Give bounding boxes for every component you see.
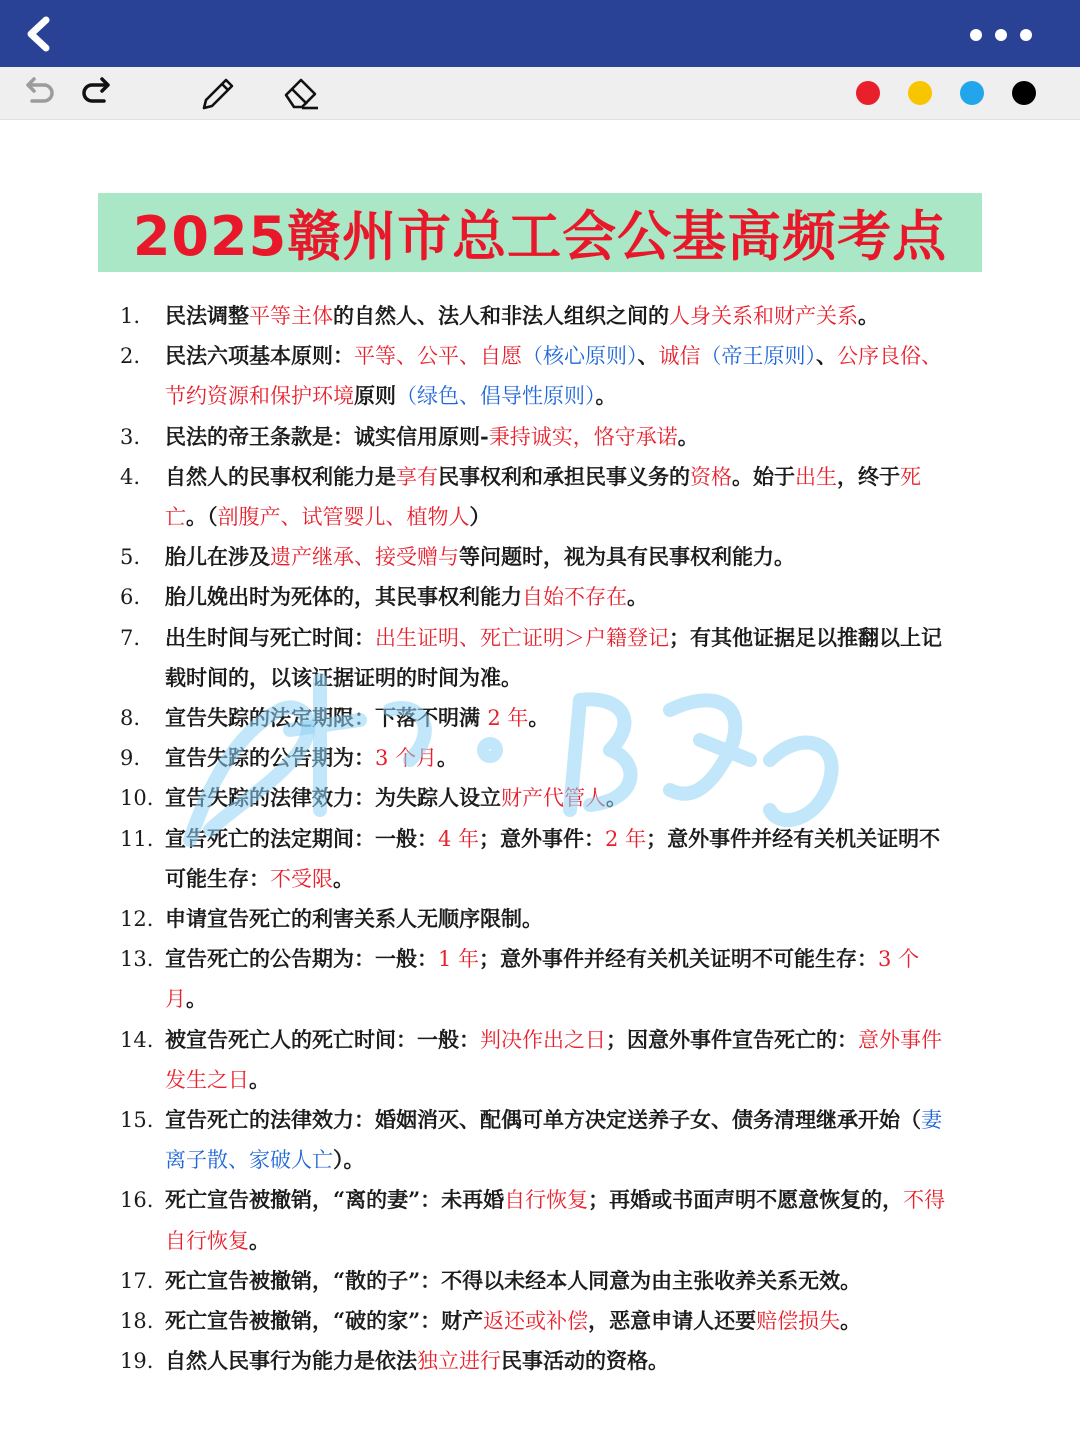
highlight-red-text: 死亡: [165, 464, 921, 530]
list-item: [120, 417, 960, 457]
list-item: [120, 618, 960, 698]
item-text: 死亡宣告被撤销，“破的家”：财产: [165, 1308, 484, 1334]
item-text: 宣告死亡的法定期间：一般：: [165, 825, 438, 851]
highlight-blue-text: （绿色、倡导性原则）: [396, 384, 596, 409]
item-text: 。: [249, 1227, 270, 1253]
item-text: ，恶意申请人还要: [588, 1308, 757, 1334]
highlight-red-text: 遗产继承、接受赠与: [270, 545, 459, 570]
list-item: [120, 1180, 960, 1260]
list-item: [120, 457, 960, 537]
item-text: ）: [469, 504, 491, 530]
more-options-icon[interactable]: [970, 22, 1040, 48]
item-text: ；再婚或书面声明不愿意恢复的，: [588, 1187, 904, 1213]
highlight-red-text: 3 个月: [165, 947, 920, 1012]
highlight-red-text: 财产代管人: [501, 786, 606, 811]
item-number: 19.: [120, 1349, 154, 1374]
item-text: 宣告失踪的公告期为：: [165, 745, 375, 771]
item-text: ；意外事件并经有关机关证明不可能生存：: [479, 946, 879, 972]
item-text: ，终于: [837, 463, 900, 489]
page-title: 2025赣州市总工会公基高频考点: [132, 205, 948, 268]
highlight-red-text: 2 年: [487, 706, 529, 731]
highlight-red-text: 诚信: [658, 344, 701, 369]
title-banner: [98, 193, 982, 272]
item-number: 12.: [120, 907, 154, 932]
highlight-red-text: 3 个月: [375, 746, 438, 771]
item-text: 民事权利和承担民事义务的: [438, 463, 690, 489]
list-item: [120, 698, 960, 738]
list-item: [120, 1301, 960, 1341]
highlight-red-text: 享有: [396, 464, 438, 489]
item-number: 6.: [120, 585, 141, 610]
item-text: ；有其他证据足以推翻以上记载时间的，以该证据证明的时间为准。: [165, 624, 942, 690]
color-yellow-swatch[interactable]: [908, 81, 932, 105]
item-text: 宣告失踪的法定期限：下落不明满: [165, 705, 488, 731]
item-text: ）。: [333, 1147, 365, 1173]
item-text: 。始于: [732, 463, 795, 489]
list-item: [120, 336, 960, 416]
back-chevron-icon[interactable]: [20, 14, 60, 54]
item-text: 宣告死亡的法律效力：婚姻消灭、配偶可单方决定送养子女、债务清理继承开始（: [165, 1107, 921, 1133]
highlight-red-text: 公序良俗、节约资源和保护环境: [165, 344, 942, 409]
item-number: 10.: [120, 786, 154, 811]
top-app-bar: [0, 0, 1080, 67]
item-text: 自然人的民事权利能力是: [165, 463, 396, 489]
pencil-icon[interactable]: [198, 75, 236, 111]
list-item: [120, 1341, 960, 1381]
highlight-blue-text: （帝王原则）: [700, 344, 816, 369]
list-item: [120, 296, 960, 336]
highlight-blue-text: 妻离子散、家破人亡: [165, 1108, 942, 1173]
list-item: [120, 778, 960, 818]
highlight-red-text: 判决作出之日: [480, 1027, 606, 1052]
item-number: 17.: [120, 1268, 154, 1293]
item-number: 7.: [120, 625, 141, 650]
item-text: 死亡宣告被撤销，“散的子”：不得以未经本人同意为由主张收养关系无效。: [165, 1267, 862, 1293]
list-item: [120, 577, 960, 617]
highlight-red-text: 返还或补偿: [483, 1309, 589, 1334]
item-text: 、: [816, 343, 837, 369]
list-item: [120, 537, 960, 577]
item-text: 的自然人、法人和非法人组织之间的: [333, 303, 669, 328]
list-item: [120, 899, 960, 939]
list-item: [120, 1020, 960, 1100]
color-blue-swatch[interactable]: [960, 81, 984, 105]
item-text: 。: [333, 865, 354, 891]
item-text: ；意外事件并经有关机关证明不可能生存：: [165, 825, 941, 891]
item-number: 15.: [120, 1108, 154, 1133]
highlight-red-text: 出生: [795, 464, 837, 489]
item-text: 民法的帝王条款是：诚实信用原则-: [165, 423, 489, 449]
item-text: 申请宣告死亡的利害关系人无顺序限制。: [165, 906, 543, 932]
item-text: 。: [528, 705, 550, 731]
highlight-blue-text: （核心原则）: [522, 344, 638, 369]
item-text: 宣告失踪的法律效力：为失踪人设立: [165, 785, 501, 811]
item-text: 民法六项基本原则：: [165, 343, 354, 369]
annotation-toolbar: [0, 67, 1080, 120]
highlight-red-text: 意外事件发生之日: [165, 1027, 942, 1092]
item-text: 胎儿娩出时为死体的，其民事权利能力: [165, 584, 522, 610]
highlight-red-text: 2 年: [605, 826, 647, 851]
item-number: 9.: [120, 746, 141, 771]
item-text: ；意外事件：: [479, 825, 606, 851]
highlight-red-text: 资格: [690, 464, 732, 489]
item-text: 胎儿在涉及: [165, 544, 270, 570]
item-number: 18.: [120, 1309, 154, 1334]
list-item: [120, 939, 960, 1019]
highlight-red-text: 不受限: [270, 866, 333, 891]
list-item: [120, 1100, 960, 1180]
item-text: 。: [627, 584, 648, 610]
highlight-red-text: 剖腹产、试管婴儿、植物人: [217, 505, 470, 530]
item-number: 2.: [120, 344, 141, 369]
item-number: 11.: [120, 826, 154, 851]
item-text: 。: [249, 1066, 270, 1092]
item-number: 16.: [120, 1188, 154, 1213]
highlight-red-text: 1 年: [438, 947, 480, 972]
list-item: [120, 819, 960, 899]
highlight-red-text: 独立进行: [417, 1349, 501, 1374]
item-number: 4.: [120, 464, 141, 489]
list-item: [120, 1261, 960, 1301]
item-number: 14.: [120, 1027, 154, 1052]
item-text: 民事活动的资格。: [501, 1348, 669, 1374]
item-number: 8.: [120, 706, 141, 731]
item-text: 。: [840, 1308, 862, 1334]
highlight-red-text: 4 年: [438, 826, 480, 851]
redo-icon[interactable]: [78, 75, 116, 111]
highlight-red-text: 平等主体: [249, 304, 333, 328]
highlight-red-text: 秉持诚实，恪守承诺: [488, 424, 678, 449]
knowledge-point-list: [120, 296, 960, 1381]
item-text: 。（: [186, 504, 218, 530]
item-text: 。: [677, 423, 699, 449]
item-text: 自然人民事行为能力是依法: [165, 1348, 417, 1374]
highlight-red-text: 自始不存在: [522, 585, 627, 610]
color-red-swatch[interactable]: [856, 81, 880, 105]
color-black-swatch[interactable]: [1012, 81, 1036, 105]
highlight-red-text: 平等、公平、自愿: [354, 344, 522, 369]
item-text: 出生时间与死亡时间：: [165, 624, 375, 650]
highlight-red-text: 不得自行恢复: [165, 1188, 946, 1253]
item-number: 1.: [120, 304, 141, 328]
item-text: 原则: [354, 383, 396, 409]
item-text: 。: [437, 745, 459, 771]
eraser-icon[interactable]: [282, 75, 320, 111]
item-number: 3.: [120, 424, 141, 449]
highlight-red-text: 人身关系和财产关系: [669, 304, 858, 328]
item-text: 。: [606, 785, 627, 811]
highlight-red-text: 赔偿损失: [756, 1309, 841, 1334]
item-number: 5.: [120, 545, 141, 570]
item-text: 。: [595, 383, 617, 409]
item-text: 民法调整: [165, 303, 249, 328]
item-text: 。: [186, 986, 207, 1012]
highlight-red-text: 出生证明、死亡证明＞户籍登记: [375, 625, 669, 650]
item-text: 等问题时，视为具有民事权利能力。: [459, 544, 795, 570]
item-text: 死亡宣告被撤销，“离的妻”：未再婚: [165, 1187, 505, 1213]
item-text: 、: [637, 343, 659, 369]
item-text: 宣告死亡的公告期为：一般：: [165, 946, 438, 972]
item-text: ；因意外事件宣告死亡的：: [606, 1026, 858, 1052]
item-text: 。: [858, 303, 879, 328]
list-item: [120, 738, 960, 778]
item-number: 13.: [120, 947, 154, 972]
undo-icon[interactable]: [20, 75, 58, 111]
highlight-red-text: 自行恢复: [504, 1188, 589, 1213]
item-text: 被宣告死亡人的死亡时间：一般：: [165, 1026, 480, 1052]
